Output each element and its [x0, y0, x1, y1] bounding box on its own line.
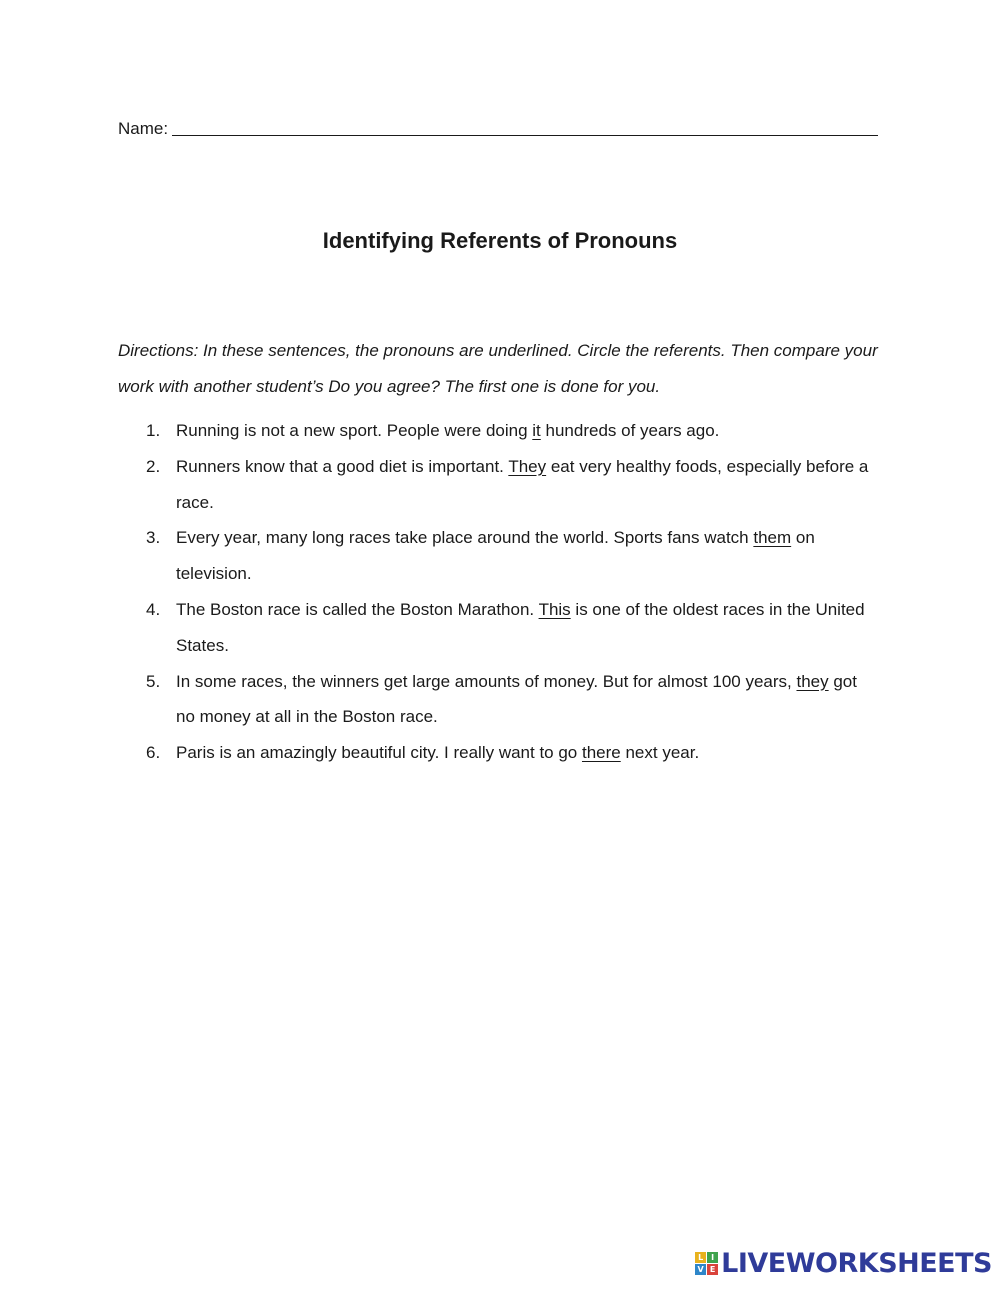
item-text-before[interactable]: Running is not a new sport. People were doing: [176, 421, 533, 440]
item-number: 5.: [146, 671, 161, 691]
list-item: [118, 413, 878, 449]
item-number: 4.: [146, 599, 161, 619]
item-text-before[interactable]: In some races, the winners get large amounts of money. But for almost 100 years,: [176, 671, 797, 691]
directions-text: Directions: In these sentences, the pronouns are underlined. Circle the referents. Then compare your work with another student’s Do you agree? The first one is done for you.: [118, 341, 878, 396]
underlined-pronoun: there: [581, 743, 621, 763]
item-text-after[interactable]: got no money at all in the Boston race.: [176, 671, 857, 727]
logo-mark-cell: L: [695, 1252, 706, 1263]
item-text-after[interactable]: is one of the oldest races in the United States.: [176, 599, 865, 655]
logo-mark-icon: [695, 1252, 718, 1275]
page-title: Identifying Referents of Pronouns: [322, 228, 678, 253]
liveworksheets-logo: [695, 1248, 992, 1279]
item-text-after[interactable]: next year.: [620, 743, 700, 763]
underlined-pronoun: They: [508, 456, 547, 476]
name-label: Name:: [118, 119, 169, 138]
underlined-pronoun: they: [796, 671, 829, 691]
list-item: [118, 449, 878, 521]
list-item: [118, 735, 878, 771]
underlined-pronoun: This: [538, 599, 571, 619]
logo-mark-cell: E: [707, 1264, 718, 1275]
sentence-list: [118, 413, 878, 771]
item-text-after[interactable]: eat very healthy foods, especially before a race.: [176, 456, 869, 512]
item-number: 1.: [146, 421, 161, 440]
list-item: [118, 592, 878, 664]
item-text-before[interactable]: The Boston race is called the Boston Marathon.: [176, 599, 539, 619]
item-text-before[interactable]: Runners know that a good diet is important.: [176, 456, 509, 476]
list-item: [118, 520, 878, 592]
list-item: [118, 664, 878, 736]
item-text-before[interactable]: Paris is an amazingly beautiful city. I really want to go: [176, 743, 582, 763]
item-number: 6.: [146, 743, 161, 763]
item-number: 2.: [146, 456, 161, 476]
underlined-pronoun: it: [532, 421, 541, 440]
item-text-after[interactable]: on television.: [176, 528, 815, 584]
logo-mark-cell: V: [695, 1264, 706, 1275]
underlined-pronoun: them: [753, 528, 792, 548]
name-blank-line[interactable]: [172, 118, 878, 136]
item-text-after[interactable]: hundreds of years ago.: [540, 421, 720, 440]
item-number: 3.: [146, 528, 161, 548]
logo-text: LIVEWORKSHEETS: [721, 1248, 992, 1279]
logo-mark-cell: I: [707, 1252, 718, 1263]
name-field[interactable]: [118, 118, 878, 139]
item-text-before[interactable]: Every year, many long races take place around the world. Sports fans watch: [176, 528, 754, 548]
